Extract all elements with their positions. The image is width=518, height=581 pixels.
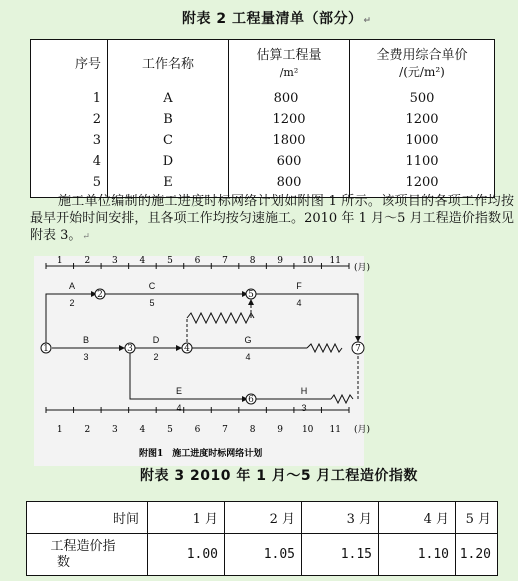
top-unit-label: (月) [354,263,371,273]
activity-duration: 3 [83,352,89,362]
quantity-table [30,39,495,198]
top-scale-label: 2 [84,256,91,266]
activity-duration: 2 [69,298,75,308]
activity-duration: 2 [153,352,159,362]
table-row: 时间 1 月 2 月 3 月 4 月 5 月 [27,502,498,534]
network-diagram [34,256,371,466]
top-scale-label: 3 [111,256,118,266]
table-row: 2 B 1200 1200 [31,109,495,130]
label-time: 时间 [112,512,139,527]
bottom-scale-label: 10 [301,425,314,435]
node-7-label: 7 [355,344,361,354]
top-scale-label: 10 [301,256,314,266]
table-row: 1 A 800 500 [31,88,495,109]
description-paragraph: 施工单位编制的施工进度时标网络计划如附图 1 所示。该项目的各项工作均按最早开始时间安排，且各项工作均按匀速施工。2010 年 1 月～5 月工程造价指数见附表 3。↵ [30,194,514,243]
bottom-scale-label: 11 [329,425,341,435]
table-row: 4 D 600 1100 [31,151,495,172]
table-row: 工程造价指 数 1.00 1.05 1.15 1.10 1.20 [27,534,498,576]
node-3-label: 3 [127,344,133,354]
activity-duration: 3 [301,403,307,413]
bottom-scale-label: 7 [222,425,228,435]
node-4-label: 4 [184,344,190,354]
activity-label: F [296,281,302,291]
top-scale-label: 5 [167,256,173,266]
bottom-scale-label: 9 [277,425,284,435]
bottom-scale-label: 4 [139,425,146,435]
bottom-scale-label: 5 [167,425,173,435]
activity-duration: 5 [149,298,155,308]
activity-duration: 4 [176,403,182,413]
activity-label: E [175,386,183,396]
activity-label: C [148,281,156,291]
bottom-scale-label: 6 [194,425,201,435]
activity-duration: 4 [245,352,251,362]
activity-label: B [82,335,90,345]
top-scale-label: 11 [329,256,341,266]
activity-label: H [300,386,308,396]
bottom-scale-label: 2 [84,425,91,435]
header-price: 全费用综合单价 /(元/m²) [350,40,495,89]
activity-label: G [244,335,252,345]
header-qty: 估算工程量 /m² [229,40,350,89]
node-5-label: 5 [248,290,254,300]
node-1-label: 1 [43,344,49,354]
activity-label: D [152,335,160,345]
bottom-scale-label: 3 [111,425,118,435]
header-no: 序号 [74,56,101,72]
cost-index-table [26,501,498,576]
top-scale-label: 6 [194,256,201,266]
bottom-scale-label: 8 [249,425,256,435]
activity-label: A [68,281,76,291]
top-scale-label: 9 [277,256,284,266]
header-name: 工作名称 [108,40,229,89]
table-row: 5 E 800 1200 [31,172,495,198]
top-scale-label: 7 [222,256,228,266]
bottom-scale-label: 1 [56,425,63,435]
bottom-unit-label: (月) [354,425,371,435]
activity-duration: 4 [296,298,302,308]
node-2-label: 2 [97,290,103,300]
table3-title: 附表 3 2010 年 1 月～5 月工程造价指数 [140,468,418,484]
top-scale-label: 8 [249,256,256,266]
table2-title: 附表 2 工程量清单（部分）↵ [182,11,372,27]
node-6-label: 6 [248,395,254,405]
table-row: 3 C 1800 1000 [31,130,495,151]
top-scale-label: 1 [56,256,63,266]
label-index: 工程造价指 数 [27,534,148,576]
top-scale-label: 4 [139,256,146,266]
diagram-caption: 附图1 施工进度时标网络计划 [139,449,263,459]
